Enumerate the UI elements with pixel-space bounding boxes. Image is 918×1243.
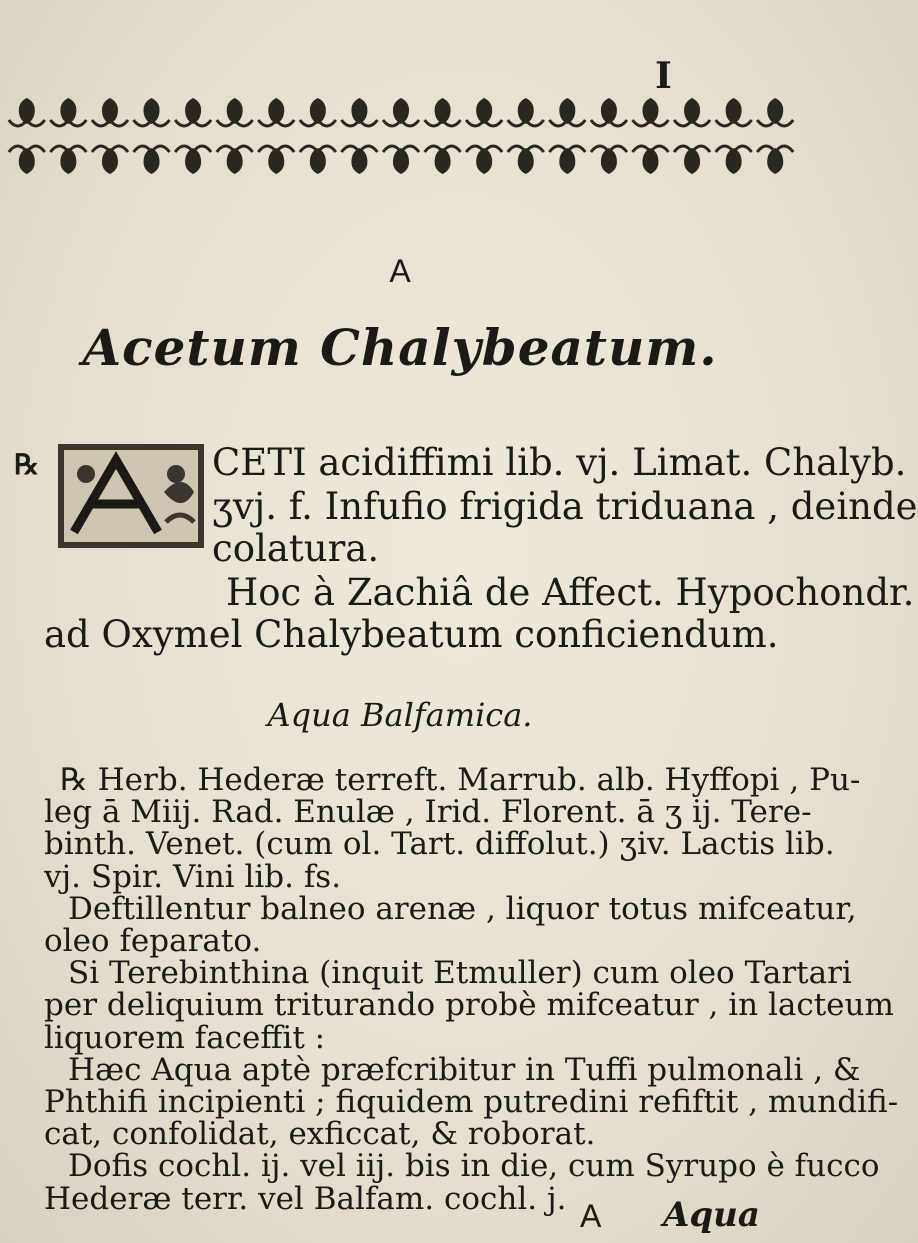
recipe1-line: CETI acidiffimi lib. vj. Limat. Chalyb. (212, 441, 907, 484)
recipe2-line: binth. Venet. (cum ol. Tart. diffolut.) ʒiv. Lactis lib. (44, 826, 835, 863)
recipe2-line: Si Terebinthina (inquit Etmuller) cum oleo Tartari (68, 955, 852, 992)
recipe1-line: ad Oxymel Chalybeatum conficiendum. (44, 613, 779, 656)
recipe2-line: vj. Spir. Vini lib. fs. (44, 858, 342, 895)
recipe2-line: leg ā Miij. Rad. Enulæ , Irid. Florent. ā ʒ ij. Tere- (44, 794, 812, 831)
recipe1-line: Hoc à Zachiâ de Affect. Hypochondr. (226, 571, 915, 614)
recipe1-line: colatura. (212, 527, 380, 570)
recipe2-line: cat, confolidat, exficcat, & roborat. (44, 1116, 596, 1153)
recipe2-line: per deliquium triturando probè mifceatur , in lacteum (44, 987, 894, 1024)
signature-mark-top: I (655, 55, 672, 97)
recipe2-line: Phthifi incipienti ; fiquidem putredini refiftit , mundifi- (44, 1084, 899, 1120)
recipe2-line: Hederæ terr. vel Balfam. cochl. j. (44, 1180, 567, 1217)
recipe2-line: liquorem faceffit : (44, 1019, 326, 1056)
recipe2-line: ℞ Herb. Hederæ terreft. Marrub. alb. Hyffopi , Pu- (60, 762, 861, 798)
printer-ornament-band-icon (6, 86, 796, 186)
recipe2-line: Deftillentur balneo arenæ , liquor totus mifceatur, (68, 890, 857, 927)
footer-catchword: Aqua (663, 1195, 760, 1235)
recipe2-line: oleo feparato. (44, 923, 262, 959)
decorated-initial-a-icon (56, 442, 206, 550)
recipe-symbol: ℞ (14, 448, 40, 481)
page-title: Acetum Chalybeatum. (82, 318, 718, 377)
section-heading: Aqua Balfamica. (267, 696, 533, 734)
recipe1-line: ʒvj. f. Infufio frigida triduana , deinde (212, 485, 918, 528)
recipe2-line: Dofis cochl. ij. vel iij. bis in die, cum Syrupo è fucco (68, 1148, 880, 1185)
footer-signature: A (580, 1198, 602, 1234)
recipe2-line: Hæc Aqua aptè præfcribitur in Tuffi pulmonali , & (68, 1051, 861, 1088)
section-letter: A (389, 253, 411, 289)
